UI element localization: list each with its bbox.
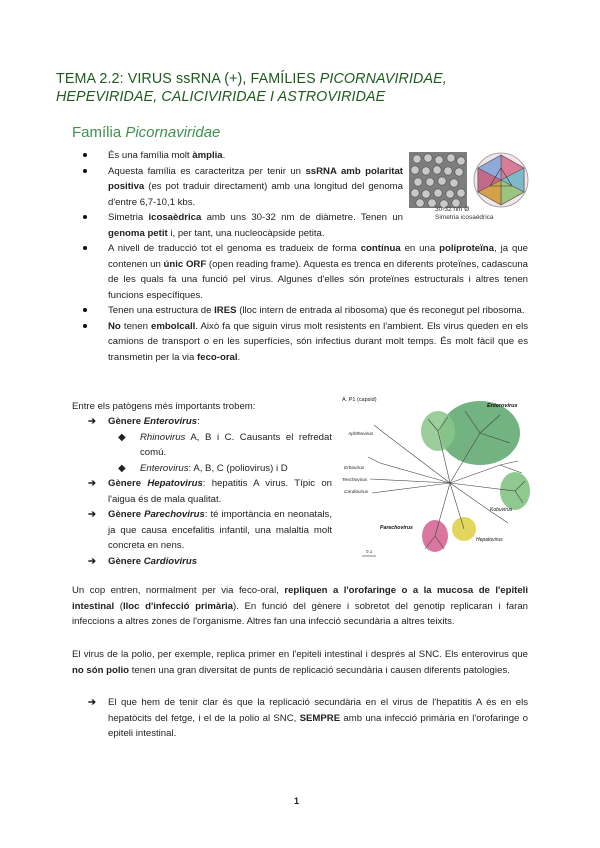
tree-label-teschovirus: Teschovirus bbox=[342, 478, 368, 483]
phylogenetic-tree-figure bbox=[340, 393, 538, 565]
virion-figure bbox=[409, 152, 535, 224]
arrow-icon: ➔ bbox=[88, 416, 97, 427]
tree-label-erbovirus: Erbovirus bbox=[344, 466, 365, 471]
arrow-icon: ➔ bbox=[88, 555, 97, 567]
list-item: No tenen embolcall. Això fa que siguin virus molt resistents en l'ambient. Els virus queden en els camions de transport o en les superfícies, són infectius durant molt temps. És molt fàcil que es transmetin per la via feco-oral. bbox=[108, 319, 528, 366]
list-item: Aquesta família es caracteritza per tenir un ssRNA amb polaritat positiva (es pot traduir directament) amb una longitud del genoma d'entre 6,7-10,1 kbs. bbox=[108, 164, 403, 211]
list-item: A nivell de traducció tot el genoma es tradueix de forma contínua en una poliproteïna, ja que contenen un únic ORF (open reading frame). Aquesta es trenca en diferents proteïnes, cadascuna de les quals fa una funció pel virus. Algunes d'elles són proteïnes estructurals i altres tenen funcions específiques. bbox=[108, 241, 528, 303]
paragraph-replication: Un cop entren, normalment per via feco-oral, repliquen a l'orofaringe o a la mucosa de l'epiteli intestinal (lloc d'infecció primària). En funció del gènere i sobretot del genotip replicaran i faran infeccions a altres zones de l'organisme. Altres fan una infecció secundària a altres teixits. bbox=[72, 585, 528, 627]
genus-cardiovirus: ➔ Gènere Cardiovirus bbox=[88, 554, 332, 570]
arrow-icon: ➔ bbox=[88, 509, 97, 520]
diamond-bullet-icon: ◆ bbox=[118, 462, 126, 474]
arrow-icon: ➔ bbox=[88, 478, 97, 489]
phylogenetic-tree-image bbox=[340, 393, 538, 565]
tree-label-cardiovirus: Cardiovirus bbox=[344, 490, 369, 495]
bullet-list-top bbox=[108, 148, 403, 241]
icosahedron-image bbox=[474, 153, 528, 207]
list-item: Simetria icosaèdrica amb uns 30-32 nm de diàmetre. Tenen un genoma petit i, per tant, una nucleocàpside petita. bbox=[108, 210, 403, 241]
genera-list bbox=[88, 414, 332, 569]
genus-enterovirus: ➔ Gènere Enterovirus: bbox=[88, 414, 332, 430]
page-number: 1 bbox=[294, 796, 300, 806]
document-title: TEMA 2.2: VIRUS ssRNA (+), FAMÍLIES PICORNAVIRIDAE, HEPEVIRIDAE, CALICIVIRIDAE I ASTROVIRIDAE bbox=[56, 71, 447, 105]
list-item: És una família molt àmplia. bbox=[108, 148, 403, 164]
arrow-icon: ➔ bbox=[88, 697, 97, 708]
genus-sub-enterovirus: ◆ Enterovirus: A, B, C (poliovirus) i D bbox=[118, 461, 332, 477]
tree-label-kobuvirus: Kobuvirus bbox=[490, 507, 513, 513]
tree-scale-bar: 0.1 bbox=[366, 549, 373, 554]
tree-panel-label: A. P1 (capsid) bbox=[342, 397, 377, 403]
paragraph-polio: El virus de la polio, per exemple, replica primer en l'epiteli intestinal i després al SNC. Els enterovirus que no són polio tenen una gran diversitat de punts de replicació secundària i causen diferents patologies. bbox=[72, 649, 528, 676]
pathogens-intro: Entre els patògens més importants trobem: bbox=[72, 401, 256, 412]
section-heading: Família Picornaviridae bbox=[72, 124, 221, 141]
tree-label-enterovirus: Enterovirus bbox=[487, 403, 518, 409]
genus-sub-rhinovirus: ◆ Rhinovirus A, B i C. Causants el refredat comú. bbox=[118, 431, 332, 458]
genus-hepatovirus: ➔ Gènere Hepatovirus: hepatitis A virus. Típic on l'aigua és de mala qualitat. bbox=[88, 478, 332, 505]
paragraph-secondary-replication: ➔ El que hem de tenir clar és que la replicació secundària en el virus de l'hepatitis A és en els hepatòcits del fetge, i el de la polio al SNC, SEMPRE amb una infecció primària en l'orofaringe o epiteli intestinal. bbox=[88, 697, 528, 739]
virion-caption: 30-32 nm Ø Simetria icosaèdrica bbox=[435, 206, 494, 221]
tree-label-aphthovirus: Aphthovirus bbox=[348, 432, 374, 437]
genus-parechovirus: ➔ Gènere Parechovirus: té importància en neonatals, ja que causa encefalitis infantil, una malaltia molt concreta en nens. bbox=[88, 509, 332, 551]
tree-label-parechovirus: Parechovirus bbox=[380, 525, 413, 531]
bullet-list-bottom bbox=[108, 241, 528, 365]
diamond-bullet-icon: ◆ bbox=[118, 431, 126, 443]
list-item: Tenen una estructura de IRES (lloc intern de entrada al ribosoma) que és reconegut pel ribosoma. bbox=[108, 303, 528, 319]
tree-label-hepatovirus: Hepatovirus bbox=[476, 537, 503, 543]
